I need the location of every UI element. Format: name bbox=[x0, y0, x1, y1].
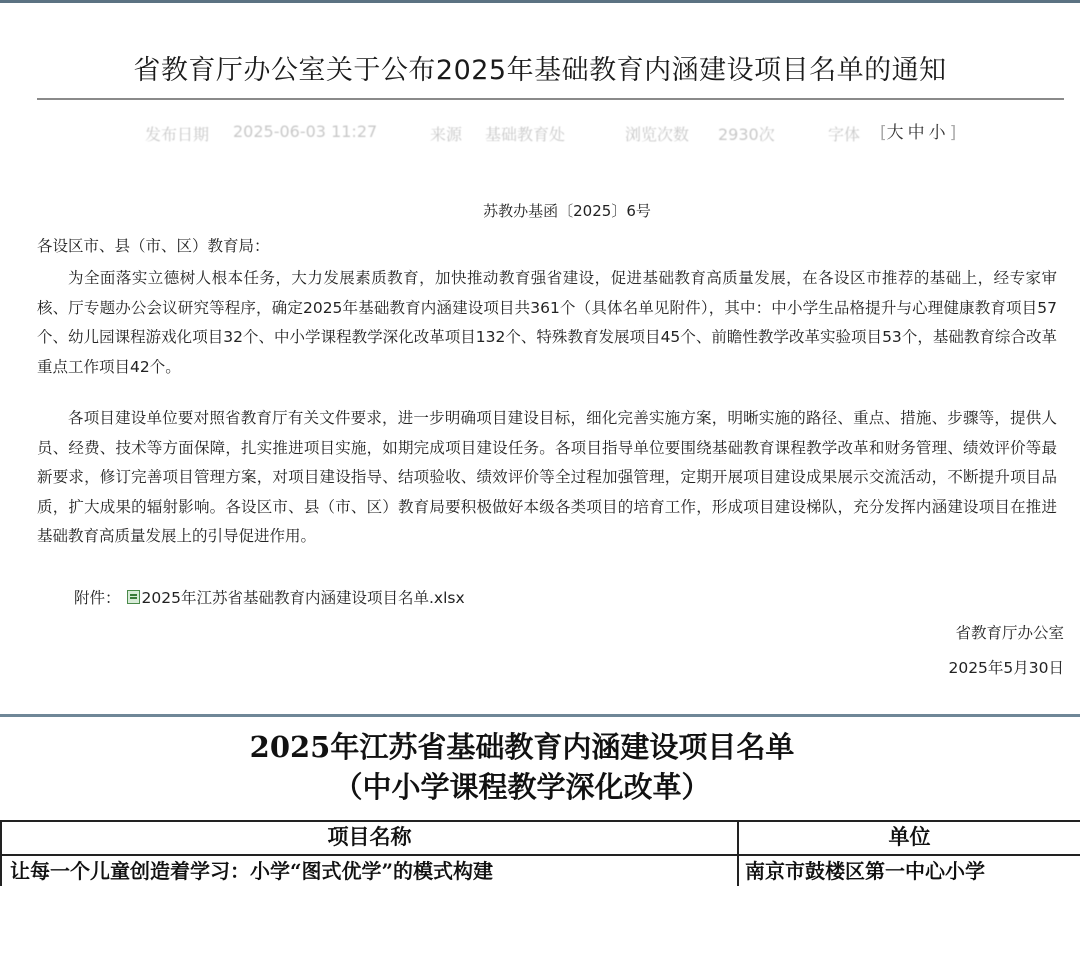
source-value: 基础教育处 bbox=[485, 125, 566, 144]
font-size-bracket-close: ] bbox=[949, 123, 957, 143]
article-meta bbox=[145, 118, 1005, 146]
signature-office: 省教育厅办公室 bbox=[955, 624, 1064, 642]
publish-date-value: 2025-06-03 11:27 bbox=[233, 122, 378, 141]
attachment-line bbox=[74, 586, 465, 608]
font-size-small-button[interactable]: 小 bbox=[928, 123, 950, 143]
body-paragraph-1: 为全面落实立德树人根本任务，大力发展素质教育，加快推动教育强省建设，促进基础教育高质量发展，在各设区市推荐的基础上，经专家审核、厅专题办公会议研究等程序，确定2025年基础教育内涵建设项目共361个（具体名单见附件），其中：中小学生品格提升与心理健康教育项目57个、幼儿园课程游戏化项目32个、中小学课程教学深化改革项目132个、特殊教育发展项目45个、前瞻性教学改革实验项目53个，基础教育综合改革重点工作项目42个。 bbox=[37, 269, 1057, 376]
page-title: 省教育厅办公室关于公布2025年基础教育内涵建设项目名单的通知 bbox=[133, 55, 947, 86]
views-label: 浏览次数 bbox=[625, 125, 690, 144]
body-paragraph-2: 各项目建设单位要对照省教育厅有关文件要求，进一步明确项目建设目标，细化完善实施方案，明晰实施的路径、重点、措施、步骤等，提供人员、经费、技术等方面保障，扎实推进项目实施，如期完成项目建设任务。各项目指导单位要围绕基础教育课程教学改革和财务管理、绩效评价等最新要求，修订完善项目管理方案，对项目建设指导、结项验收、绩效评价等全过程加强管理，定期开展项目建设成果展示交流活动，不断提升项目品质，扩大成果的辐射影响。各设区市、县（市、区）教育局要积极做好本级各类项目的培育工作，形成项目建设梯队，充分发挥内涵建设项目在推进基础教育高质量发展上的引导促进作用。 bbox=[37, 409, 1057, 545]
font-size-label: 字体 bbox=[828, 125, 861, 144]
source-label: 来源 bbox=[430, 125, 463, 144]
spreadsheet-icon bbox=[127, 590, 140, 604]
column-header-project-name: 项目名称 bbox=[327, 824, 412, 849]
list-title: 2025年江苏省基础教育内涵建设项目名单 bbox=[249, 730, 795, 764]
salutation: 各设区市、县（市、区）教育局： bbox=[37, 237, 270, 255]
attachment-link[interactable]: 2025年江苏省基础教育内涵建设项目名单.xlsx bbox=[141, 589, 465, 607]
column-header-unit: 单位 bbox=[888, 824, 931, 849]
list-subtitle: （中小学课程教学深化改革） bbox=[333, 770, 711, 804]
font-size-medium-button[interactable]: 中 bbox=[907, 123, 929, 143]
table-cell-project-name: 让每一个儿童创造着学习：小学“图式优学”的模式构建 bbox=[10, 859, 494, 883]
document-number: 苏教办基函〔2025〕6号 bbox=[483, 202, 651, 220]
font-size-bracket-open: [ bbox=[880, 123, 887, 143]
signature-date: 2025年5月30日 bbox=[948, 659, 1064, 677]
font-size-large-button[interactable]: 大 bbox=[886, 123, 908, 143]
table-cell-unit: 南京市鼓楼区第一中心小学 bbox=[745, 859, 985, 883]
attachment-label: 附件： bbox=[74, 589, 121, 607]
views-value: 2930次 bbox=[718, 125, 775, 144]
section-divider bbox=[0, 714, 1080, 717]
font-size-control bbox=[880, 118, 956, 143]
publish-date-label: 发布日期 bbox=[145, 125, 210, 144]
title-divider bbox=[37, 98, 1064, 100]
